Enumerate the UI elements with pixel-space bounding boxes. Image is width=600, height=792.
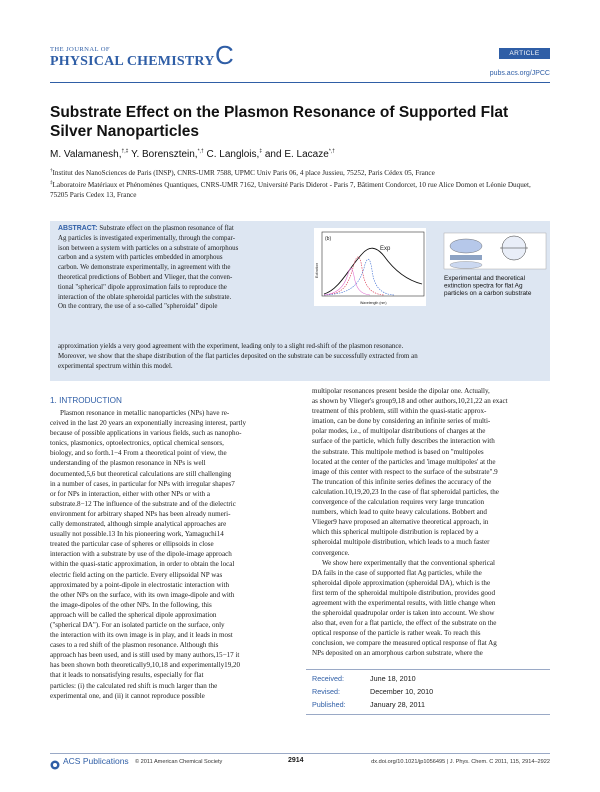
body-line: spheroidal dipole approximation (spheroidal DA), which is the (312, 578, 491, 587)
body-line: NPs deposited on an amorphous carbon substrate, where the (312, 649, 483, 658)
article-type-badge: ARTICLE (499, 48, 550, 59)
author-marks: ‡ (259, 148, 263, 155)
body-line: multipolar resonances present beside the dipolar one. Actually, (312, 387, 490, 395)
curve-label: Exp (380, 246, 391, 252)
body-line: agreement with the experimental results, with little change when (312, 598, 496, 607)
journal-url-link[interactable]: pubs.acs.org/JPCC (489, 70, 550, 77)
abstract-line: experimental spectrum within this model. (58, 362, 173, 370)
body-line: experimental one, and (ii) it cannot reproduce possible (50, 691, 205, 700)
abstract-line: theoretical predictions of Bobbert and Vlieger, that the conven- (58, 273, 233, 281)
history-value: January 28, 2011 (370, 700, 426, 709)
affiliation-text: Institut des NanoSciences de Paris (INSP), CNRS-UMR 7588, UPMC Univ Paris 06, 4 place Jussieu, 75252, Paris Cédex 05, France (52, 169, 435, 177)
body-line: within the quasi-static approximation, in order to obtain the local (50, 560, 235, 569)
body-line: because of possible applications in various fields, such as nanopho- (50, 429, 242, 438)
abstract-graphic (314, 228, 550, 308)
image-particle-schematic (450, 262, 482, 269)
body-line: polar modes, i.e., of multipolar distributions of charges at the (312, 427, 486, 436)
substrate-schematic (450, 255, 482, 260)
affiliation-mark: † (50, 168, 53, 174)
body-line: electric field acting on the particle. Every ellipsoidal NP was (50, 570, 223, 579)
body-line: or for NPs in interaction, either with other NPs or with a (50, 489, 210, 498)
history-divider-top (306, 669, 550, 670)
journal-letter: C (215, 40, 234, 70)
abstract-line: carbon. We demonstrate experimentally, in agreement with the (58, 264, 231, 272)
header-divider (50, 82, 550, 83)
body-line: that it leads to nonsatisfying results, especially for flat (50, 671, 204, 680)
doi-citation-link[interactable]: dx.doi.org/10.1021/jp1056495 | J. Phys. Chem. C 2011, 115, 2914–2922 (371, 759, 550, 765)
body-line: spheroidal multipole distribution, which leads to a much faster (312, 538, 490, 547)
author-name[interactable]: M. Valamanesh, (50, 149, 122, 160)
body-line: ("spherical DA"). For an isolated particle on the surface, only (50, 620, 225, 629)
abstract-line: approximation yields a very good agreement with the experiment, leading only to a slight red-shift of the plasmon resonance. (58, 343, 404, 350)
body-line: The truncation of this infinite series defines the accuracy of the (312, 477, 492, 486)
body-line: biology, and so forth.1−4 From a theoretical point of view, the (50, 449, 227, 458)
body-line: as shown by Vlieger's group9,18 and other authors,10,21,22 an exact (312, 397, 508, 406)
history-received (312, 672, 552, 685)
abstract-text-continued (58, 342, 543, 371)
body-line: cases to a red shift of the plasmon resonance. Although this (50, 641, 219, 650)
y-axis-label: Extinction (315, 262, 319, 278)
body-line: substrate.8−12 The influence of the substrate and of the dielectric (50, 499, 236, 508)
affiliation (50, 168, 550, 178)
body-line: understanding of the plasmon resonance in NPs is well (50, 459, 206, 468)
particle-schematic (450, 239, 482, 253)
x-axis-label: Wavelength (nm) (360, 301, 387, 305)
body-line: treatment of this problem, still within the quasi-static approx- (312, 407, 487, 416)
author-name[interactable]: C. Langlois, (203, 149, 260, 160)
abstract-line: ison between a system with particles on a substrate of amorphous (58, 244, 239, 252)
abstract-label: ABSTRACT: (58, 225, 100, 232)
history-revised (312, 685, 552, 698)
body-line: convergence of the calculation requires very large truncation (312, 498, 485, 507)
footer-divider (50, 753, 550, 754)
body-line: approach will be called the spherical dipole approximation (50, 610, 217, 619)
body-line: which this spherical multipole distribution is replaced by a (312, 528, 479, 537)
body-line: in a number of cases, in particular for NPs with irregular shapes7 (50, 479, 235, 488)
body-line: the image-dipoles of the other NPs. In the following, this (50, 600, 212, 609)
body-line: image of this center with respect to the surface of the substrate".9 (312, 467, 498, 476)
panel-label: (b) (325, 236, 332, 242)
body-line: interaction with a substrate by use of the dipole-image approach (50, 550, 232, 559)
history-value: December 10, 2010 (370, 687, 434, 696)
body-line: tonics, plasmonics, optoelectronics, optical chemical sensors, (50, 439, 224, 448)
body-line: environment for arbitrary shaped NPs has been already numeri- (50, 509, 231, 518)
author-marks: *,† (197, 148, 204, 155)
page-number: 2914 (288, 757, 304, 764)
history-divider-bottom (306, 714, 550, 715)
journal-name: PHYSICAL CHEMISTRY (50, 54, 215, 69)
body-line: imation, can be done by considering an infinite series of multi- (312, 417, 491, 426)
body-line: We show here experimentally that the conventional spherical (322, 558, 495, 567)
abstract-text (58, 224, 310, 312)
body-line: Plasmon resonance in metallic nanoparticles (NPs) have re- (60, 409, 230, 417)
section-title: INTRODUCTION (59, 396, 122, 405)
affiliation-text: Laboratoire Matériaux et Phénomènes Quantiques, CNRS-UMR 7162, Université Paris Diderot - Paris 7, Bâtiment Condorcet, 10 rue Alice Domon et Léonie Duquet, 75205 Paris Cedex 13, France (50, 181, 531, 199)
history-label: Revised: (312, 687, 340, 696)
body-line: convergence. (312, 548, 350, 557)
history-value: June 18, 2010 (370, 674, 416, 683)
body-line: the interaction with its own image is in play, and it leads in most (50, 631, 233, 640)
body-line: approximated by a point-dipole in electrostatic interaction with (50, 580, 230, 589)
author-name[interactable]: and E. Lacaze (262, 149, 329, 160)
author-marks: *,† (328, 148, 335, 155)
history-label: Published: (312, 700, 346, 709)
author-name[interactable]: Y. Borensztein, (128, 149, 198, 160)
body-line: ceived in the last 20 years an exponentially increasing interest, partly (50, 419, 246, 428)
body-line: surface of the particle, which fully describes the interaction with (312, 437, 495, 446)
body-line: particles: (i) the calculated red shift is much larger than the (50, 681, 218, 690)
body-line: the spheroidal quadrupolar order is taken into account. We show (312, 609, 495, 618)
history-published (312, 698, 552, 711)
body-line: usually not possible.13 In his pioneering work, Yamaguchi14 (50, 530, 224, 539)
body-line: numbers, which lead to quite heavy calculations. Bobbert and (312, 508, 487, 517)
body-line: first term of the spheroidal multipole distribution, provides good (312, 588, 496, 597)
graphic-caption-line: Experimental and theoretical extinction spectra for flat Ag particles on a carbon substrate (444, 275, 532, 297)
body-line: the other NPs on the surface, with its own image-dipole and with (50, 590, 235, 599)
body-line: the substrate. This multipole method is based on "multipoles (312, 447, 484, 456)
author-marks: †,‡ (121, 148, 129, 155)
article-history (312, 672, 552, 711)
body-line: optical response of the particle is rather weak. To reach this (312, 629, 481, 638)
copyright-notice: © 2011 American Chemical Society (135, 759, 223, 765)
right-text-column (312, 386, 550, 659)
body-line: documented,5,6 but theoretical calculations are still challenging (50, 469, 232, 478)
body-line: has been shown both theoretically9,10,18 and experimentally19,20 (50, 661, 241, 670)
abstract-line: Ag particles is investigated experimentally, through the compar- (58, 234, 235, 242)
abstract-line: ABSTRACT: Substrate effect on the plasmon resonance of flat (58, 225, 234, 232)
affiliation-mark: ‡ (50, 180, 53, 186)
body-line: also that, even for a flat particle, the effect of the substrate on the (312, 619, 497, 628)
author-list (50, 149, 550, 160)
history-label: Received: (312, 674, 344, 683)
left-text-column (50, 408, 292, 701)
abstract-line: Moreover, we show that the shape distribution of the flat particles deposited on the substrate can be successfully extracted from an (58, 352, 418, 360)
body-line: treated the particular case of spheres or ellipsoids in close (50, 540, 214, 549)
body-line: DA fails in the case of supported flat Ag particles, while the (312, 568, 482, 577)
acs-logo-icon (50, 757, 60, 767)
body-line: Vlieger9 have proposed an alternative theoretical approach, in (312, 518, 489, 527)
abstract-line: carbon and a system with particles embedded in amorphous (58, 254, 223, 262)
abstract-line: tional "spherical" dipole approximation fails to reproduce the (58, 283, 227, 291)
abstract-line: interaction of the oblate spheroidal particles with the substrate. (58, 293, 232, 301)
affiliation (50, 180, 550, 200)
publisher-logo-text: ACS Publications (63, 756, 129, 766)
body-line: cally demonstrated, although simple analytical approaches are (50, 520, 227, 529)
body-line: conclusion, we compare the measured optical response of flat Ag (312, 639, 497, 648)
abstract-line: On the contrary, the use of a so-called "spheroidal" dipole (58, 303, 218, 311)
section-heading (50, 396, 122, 405)
section-number: 1. (50, 396, 57, 405)
body-line: located at the center of the particles and 'image multipoles' at the (312, 457, 496, 466)
journal-prefix: THE JOURNAL OF (50, 46, 110, 53)
article-title: Substrate Effect on the Plasmon Resonance of Supported Flat Silver Nanoparticles (50, 104, 509, 140)
body-line: calculation.10,19,20,23 In the case of flat spheroidal particles, the (312, 487, 499, 496)
body-line: approach has been used, and is still used by many authors,15−17 it (50, 651, 240, 660)
